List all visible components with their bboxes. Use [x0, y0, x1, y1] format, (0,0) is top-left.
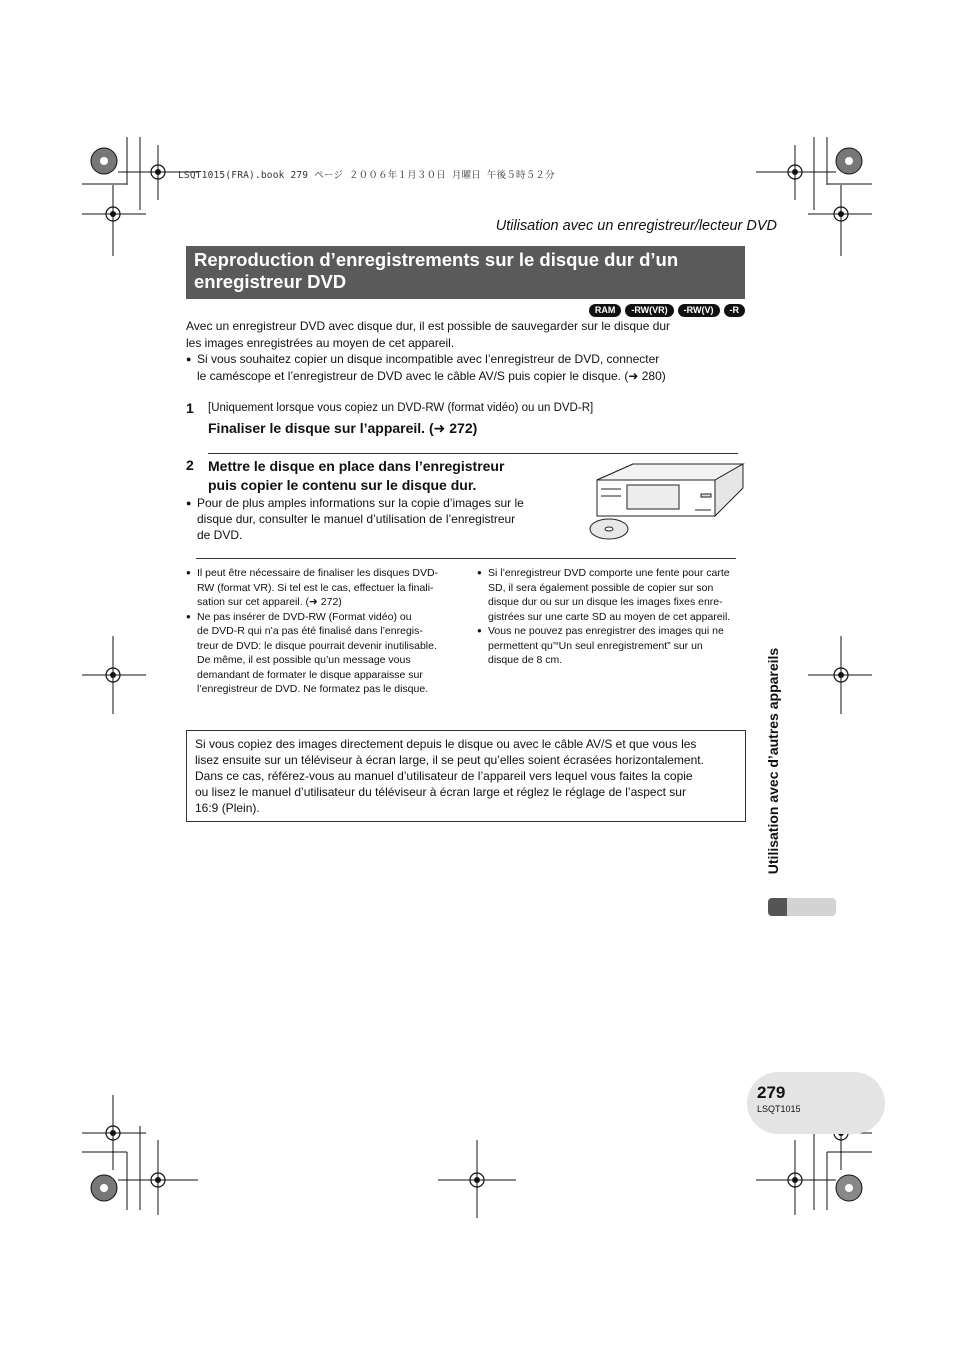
- note-line: SD, il sera également possible de copier sur son: [488, 581, 714, 594]
- intro-bullet-line-1: Si vous souhaitez copier un disque incompatible avec l’enregistreur de DVD, connecter: [197, 352, 660, 366]
- step-2-bullet: [186, 495, 566, 543]
- disc-type-badges: [589, 304, 745, 317]
- notice-line: ou lisez le manuel d’utilisateur du téléviseur à écran large et réglez le réglage de l’aspect sur: [195, 785, 686, 799]
- note-item: [477, 624, 752, 668]
- note-line: Ne pas insérer de DVD-RW (Format vidéo) ou: [197, 610, 412, 623]
- intro-line-1: Avec un enregistreur DVD avec disque dur, il est possible de sauvegarder sur le disque dur: [186, 319, 671, 333]
- note-line: Si l’enregistreur DVD comporte une fente pour carte: [488, 567, 730, 579]
- note-item: [186, 610, 461, 697]
- note-line: gistrées sur une carte SD au moyen de cet appareil.: [488, 610, 731, 623]
- step-1-number: 1: [186, 400, 194, 416]
- running-head: Utilisation avec un enregistreur/lecteur DVD: [495, 218, 777, 234]
- note-line: permettent qu’“Un seul enregistrement” sur un: [488, 639, 703, 652]
- intro-bullet: [186, 351, 746, 384]
- note-item: [186, 566, 461, 610]
- notice-line: lisez ensuite sur un téléviseur à écran large, il se peut qu’elles soient écrasées horizontalement.: [195, 753, 704, 767]
- page-number: 279: [757, 1083, 786, 1102]
- note-line: demandant de formater le disque apparaisse sur: [197, 668, 423, 681]
- intro-line-2: les images enregistrées au moyen de cet appareil.: [186, 335, 455, 350]
- note-line: Vous ne pouvez pas enregistrer des images qui ne: [488, 625, 724, 637]
- note-line: RW (format VR). Si tel est le cas, effectuer la finali-: [197, 581, 434, 594]
- note-line: De même, il est possible qu’un message vous: [197, 654, 411, 666]
- title-line-2: enregistreur DVD: [194, 271, 347, 292]
- notice-line: Si vous copiez des images directement depuis le disque ou avec le câble AV/S et que vous les: [195, 737, 697, 751]
- note-line: de DVD-R qui n’a pas été finalisé dans l’enregis-: [197, 625, 423, 637]
- bullet-icon: ●: [186, 354, 192, 364]
- bullet-icon: ●: [186, 611, 191, 621]
- note-line: l’enregistreur de DVD. Ne formatez pas le disque.: [197, 683, 429, 695]
- notes-right: [477, 566, 752, 668]
- side-tab: [760, 632, 786, 890]
- step-2-title: [208, 457, 504, 495]
- section-indicator-active: [768, 898, 787, 916]
- badge-ram: RAM: [589, 304, 622, 317]
- step-2-title-line-2: puis copier le contenu sur le disque dur.: [208, 477, 477, 493]
- step-2-bullet-line-1: Pour de plus amples informations sur la copie d’images sur le: [197, 496, 524, 510]
- step-2-bullet-line-2: disque dur, consulter le manuel d’utilisation de l’enregistreur: [197, 512, 516, 526]
- divider: [196, 558, 736, 559]
- title-line-1: Reproduction d’enregistrements sur le disque dur d’un: [194, 249, 679, 270]
- bullet-icon: ●: [477, 626, 482, 635]
- note-line: Il peut être nécessaire de finaliser les disques DVD-: [197, 567, 439, 579]
- print-header: LSQT1015(FRA).book 279 ページ ２００６年１月３０日 月曜日 午後５時５２分: [178, 170, 555, 181]
- step-2-bullet-line-3: de DVD.: [197, 528, 243, 542]
- bullet-icon: ●: [477, 568, 482, 577]
- step-1-title: Finaliser le disque sur l’appareil. (➜ 272): [208, 420, 478, 436]
- badge-r: -R: [724, 304, 746, 317]
- step-2-number: 2: [186, 457, 194, 473]
- intro-bullet-line-2: le caméscope et l’enregistreur de DVD avec le câble AV/S puis copier le disque. (➜ 280): [197, 368, 666, 383]
- notice-line: 16:9 (Plein).: [195, 801, 260, 815]
- badge-rw-vr: -RW(VR): [625, 304, 673, 317]
- notice-line: Dans ce cas, référez-vous au manuel d’utilisateur de l’appareil vers lequel vous faites la copie: [195, 769, 693, 783]
- divider: [208, 453, 738, 454]
- step-1-condition: [Uniquement lorsque vous copiez un DVD-RW (format vidéo) ou un DVD-R]: [208, 402, 594, 414]
- note-line: treur de DVD: le disque pourrait devenir inutilisable.: [197, 639, 437, 652]
- notice-box: [186, 730, 746, 822]
- bullet-icon: ●: [186, 568, 191, 577]
- note-line: sation sur cet appareil. (➜ 272): [197, 596, 342, 608]
- intro-paragraph: [186, 318, 746, 384]
- page-code: LSQT1015: [757, 1104, 801, 1114]
- step-2-title-line-1: Mettre le disque en place dans l’enregistreur: [208, 458, 505, 474]
- dvd-recorder-illustration: [585, 458, 747, 546]
- note-line: disque dur ou sur un disque les images fixes enre-: [488, 596, 723, 608]
- section-title: [186, 246, 745, 299]
- badge-rw-v: -RW(V): [678, 304, 720, 317]
- note-line: disque de 8 cm.: [488, 654, 563, 666]
- notes-left: [186, 566, 461, 697]
- bullet-icon: ●: [186, 498, 192, 508]
- page-number-oval: [747, 1072, 885, 1134]
- side-tab-label: Utilisation avec d’autres appareils: [765, 647, 781, 875]
- note-item: [477, 566, 752, 624]
